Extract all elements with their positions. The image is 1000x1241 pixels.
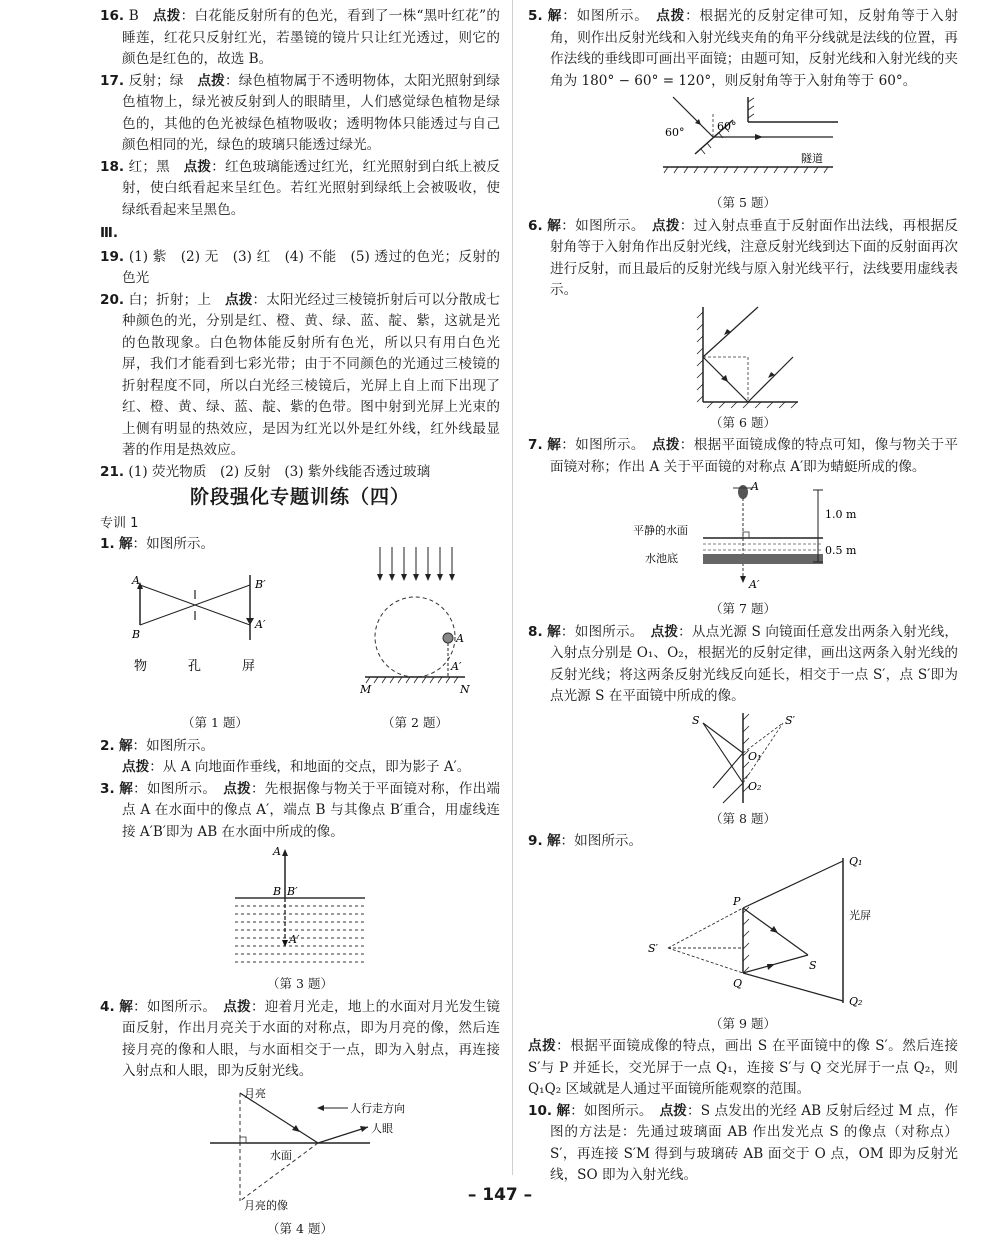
subsection-label: 专训 1 [100, 515, 139, 531]
corner-mirror-diagram [683, 302, 803, 412]
figure-4-caption: （第 4 题） [267, 1220, 333, 1236]
fig1-label-screen: 屏 [242, 658, 256, 674]
fig4-label-moon-image: 月亮的像 [244, 1198, 288, 1212]
fig4-label-walk-direction: 人行走方向 [350, 1101, 405, 1115]
fig4-label-water-surface: 水面 [270, 1148, 292, 1162]
problem-3: 3. 解：如图所示。 点拨：先根据像与物关于平面镜对称，作出端点 A 在水面中的像点 A′，端点 B 与其像点 B′重合，用虚线连接 A′B′即为 AB 在水面中所成的像。 [100, 780, 501, 840]
answer-21: 21. (1) 荧光物质 (2) 反射 (3) 紫外线能否透过玻璃 [100, 463, 431, 480]
problem-10: 10. 解：如图所示。 点拨：S 点发出的光经 AB 反射后经过 M 点，作图的方法是：先通过玻璃面 AB 作出发光点 S 的像点（对称点）S′，再连接 S′M 得到与玻璃砖 AB 面交于 O 点，OM 即为反射光线，SO 即为入射光线。 [528, 1102, 959, 1183]
problem-2: 2. 解：如图所示。 [100, 737, 215, 754]
figure-5-caption: （第 5 题） [710, 195, 776, 210]
answer-18: 18. 红；黑 点拨：红色玻璃能透过红光，红光照射到白纸上被反射，使白纸看起来呈红色。若红光照射到绿纸上会被吸收，使绿纸看起来呈黑色。 [100, 158, 501, 218]
fig7-label-height: 1.0 m [825, 508, 857, 521]
tunnel-mirror-diagram [643, 92, 843, 192]
fig7-label-pond-bottom: 水池底 [645, 552, 678, 565]
figure-1-caption: （第 1 题） [182, 715, 248, 730]
figure-5 [528, 92, 958, 214]
fig5-label-angle-out: 60° [717, 120, 737, 133]
fig3-label-B-prime: B′ [287, 885, 298, 898]
problem-9-tip: 点拨：根据平面镜成像的特点，画出 S 在平面镜中的像 S′。然后连接 S′与 P 并延长，交光屏于一点 Q₁，连接 S′与 Q 交光屏于一点 Q₂，则 Q₁Q₂ 区域就是人通过平面镜所能观察的范围。 [528, 1038, 958, 1097]
fig2-label-A-prime: A′ [451, 659, 462, 673]
problem-8: 8. 解：如图所示。 点拨：从点光源 S 向镜面任意发出两条入射光线，入射点分别是 O₁、O₂，根据光的反射定律，画出这两条入射光线的反射光线；将这两条反射光线反向延长，相交于一点 S′，点 S′即为点光源 S 在平面镜中所成的像。 [528, 623, 959, 704]
fig5-label-angle-in: 60° [665, 126, 685, 139]
answer-16: 16. B 点拨：白花能反射所有的色光，看到了一株“黑叶红花”的睡莲，红花只反射红光，若墨镜的镜片只让红光透过，则它的颜色是红色的，故选 B。 [100, 8, 500, 67]
figure-7 [528, 478, 958, 620]
fig9-label-screen: 光屏 [849, 908, 871, 922]
fig7-label-A: A [751, 480, 759, 493]
problem-6: 6. 解：如图所示。 点拨：过入射点垂直于反射面作出法线，再根据反射角等于入射角作出反射光线，注意反射光线到达下面的反射面再次进行反射，而且最后的反射光线与原入射光线平行，法线要用虚线表示。 [528, 217, 959, 298]
fig9-label-S-prime: S′ [648, 941, 659, 955]
figures-1-2 [100, 556, 500, 736]
figure-6-caption: （第 6 题） [710, 414, 776, 430]
figure-2-caption: （第 2 题） [382, 715, 448, 730]
fig3-label-A: A [273, 845, 281, 858]
problem-2-tip: 点拨：从 A 向地面作垂线，和地面的交点，即为影子 A′。 [122, 759, 471, 775]
fig3-label-B: B [273, 885, 282, 898]
point-source-mirror-diagram [678, 708, 808, 808]
fig1-label-object: 物 [134, 658, 148, 674]
fig8-label-O1: O₁ [748, 749, 762, 763]
problem-5: 5. 解：如图所示。 点拨：根据光的反射定律可知，反射角等于入射角，则作出反射光线和入射光线夹角的角平分线就是法线的位置，再作法线的垂线即可画出平面镜；由题可知，反射光线和入射光线的夹角为 180° − 60° = 120°，则反射角等于入射角等于 60°。 [528, 8, 959, 89]
figure-8 [528, 708, 958, 830]
figure-6 [528, 302, 958, 434]
figure-8-caption: （第 8 题） [710, 810, 776, 826]
dragonfly-pond-diagram [613, 478, 873, 598]
fig1-label-A-prime: A′ [255, 617, 266, 631]
fig8-label-S: S [692, 713, 700, 727]
fig4-label-eye: 人眼 [371, 1121, 393, 1135]
fig8-label-S-prime: S′ [785, 713, 796, 727]
fig2-label-M: M [360, 682, 372, 696]
column-divider [512, 0, 513, 1175]
answer-20: 20. 白；折射；上 点拨：太阳光经过三棱镜折射后可以分散成七种颜色的光，分别是红、橙、黄、绿、蓝、靛、紫，这就是光的色散现象。白色物体能反射所有色光，所以只有用白色光屏，我们才能看到七彩光带；由于不同颜色的光通过三棱镜的折射程度不同，所以白光经三棱镜后，光屏上自上而下出现了红、橙、黄、绿、蓝、靛、紫的色带。图中射到光屏上光束的上侧有明显的热效应，是因为红光以外是红外线，红外线最显著的作用是热效应。 [100, 291, 501, 458]
figure-3-caption: （第 3 题） [267, 976, 333, 991]
fig7-label-depth: 0.5 m [825, 544, 857, 557]
fig9-label-Q: Q [733, 976, 743, 990]
figure-7-caption: （第 7 题） [710, 601, 776, 616]
pinhole-diagram [130, 570, 300, 705]
fig3-label-A-prime: A′ [289, 933, 300, 946]
section-heading: 阶段强化专题训练（四） [189, 486, 410, 508]
figure-9-caption: （第 9 题） [710, 1015, 776, 1031]
figure-4 [100, 1083, 500, 1240]
section-3-marker: Ⅲ. [100, 225, 119, 241]
fig1-label-A: A [132, 573, 140, 587]
viewing-range-diagram [613, 853, 873, 1013]
left-column [100, 6, 500, 1241]
problem-9: 9. 解：如图所示。 [528, 833, 643, 849]
water-mirror-diagram [225, 843, 375, 973]
fig2-label-N: N [460, 682, 470, 696]
figure-1 [130, 570, 300, 736]
problem-7: 7. 解：如图所示。 点拨：根据平面镜成像的特点可知，像与物关于平面镜对称；作出 A 关于平面镜的对称点 A′即为蜻蜓所成的像。 [528, 437, 959, 475]
fig5-label-tunnel: 隧道 [801, 152, 823, 165]
fig4-label-moon: 月亮 [244, 1086, 266, 1100]
fig7-label-water-surface: 平静的水面 [633, 524, 688, 537]
fig8-label-O2: O₂ [748, 779, 762, 793]
problem-1: 1. 解：如图所示。 [100, 536, 215, 552]
page-number: – 147 – [467, 1185, 533, 1205]
figure-2 [360, 545, 470, 736]
fig1-label-hole: 孔 [188, 658, 202, 674]
fig1-label-B-prime: B′ [255, 577, 266, 591]
fig7-label-A-prime: A′ [749, 578, 760, 591]
right-column [528, 6, 958, 1187]
figure-3 [100, 843, 500, 995]
fig2-label-A: A [456, 631, 464, 645]
shadow-diagram [360, 545, 470, 705]
fig9-label-Q1: Q₁ [849, 854, 863, 868]
answer-19: 19. (1) 紫 (2) 无 (3) 红 (4) 不能 (5) 透过的色光；反射的色光 [100, 248, 500, 286]
fig9-label-P: P [733, 894, 741, 908]
fig9-label-S: S [809, 958, 817, 972]
fig1-label-B: B [132, 627, 141, 641]
problem-4: 4. 解：如图所示。 点拨：迎着月光走，地上的水面对月光发生镜面反射，作出月亮关于水面的对称点，即为月亮的像，然后连接月亮的像和人眼，与水面相交于一点，即为入射点，再连接入射点和人眼，即为反射光线。 [100, 998, 501, 1079]
answer-17: 17. 反射；绿 点拨：绿色植物属于不透明物体，太阳光照射到绿色植物上，绿光被反射到人的眼睛里，人们感觉绿色植物是绿色的，其他的色光被绿色植物吸收；透明物体只能透过与自己颜色相同的光，绿色的玻璃只能透过绿光。 [100, 72, 501, 153]
fig9-label-Q2: Q₂ [849, 994, 863, 1008]
figure-9 [528, 853, 958, 1035]
